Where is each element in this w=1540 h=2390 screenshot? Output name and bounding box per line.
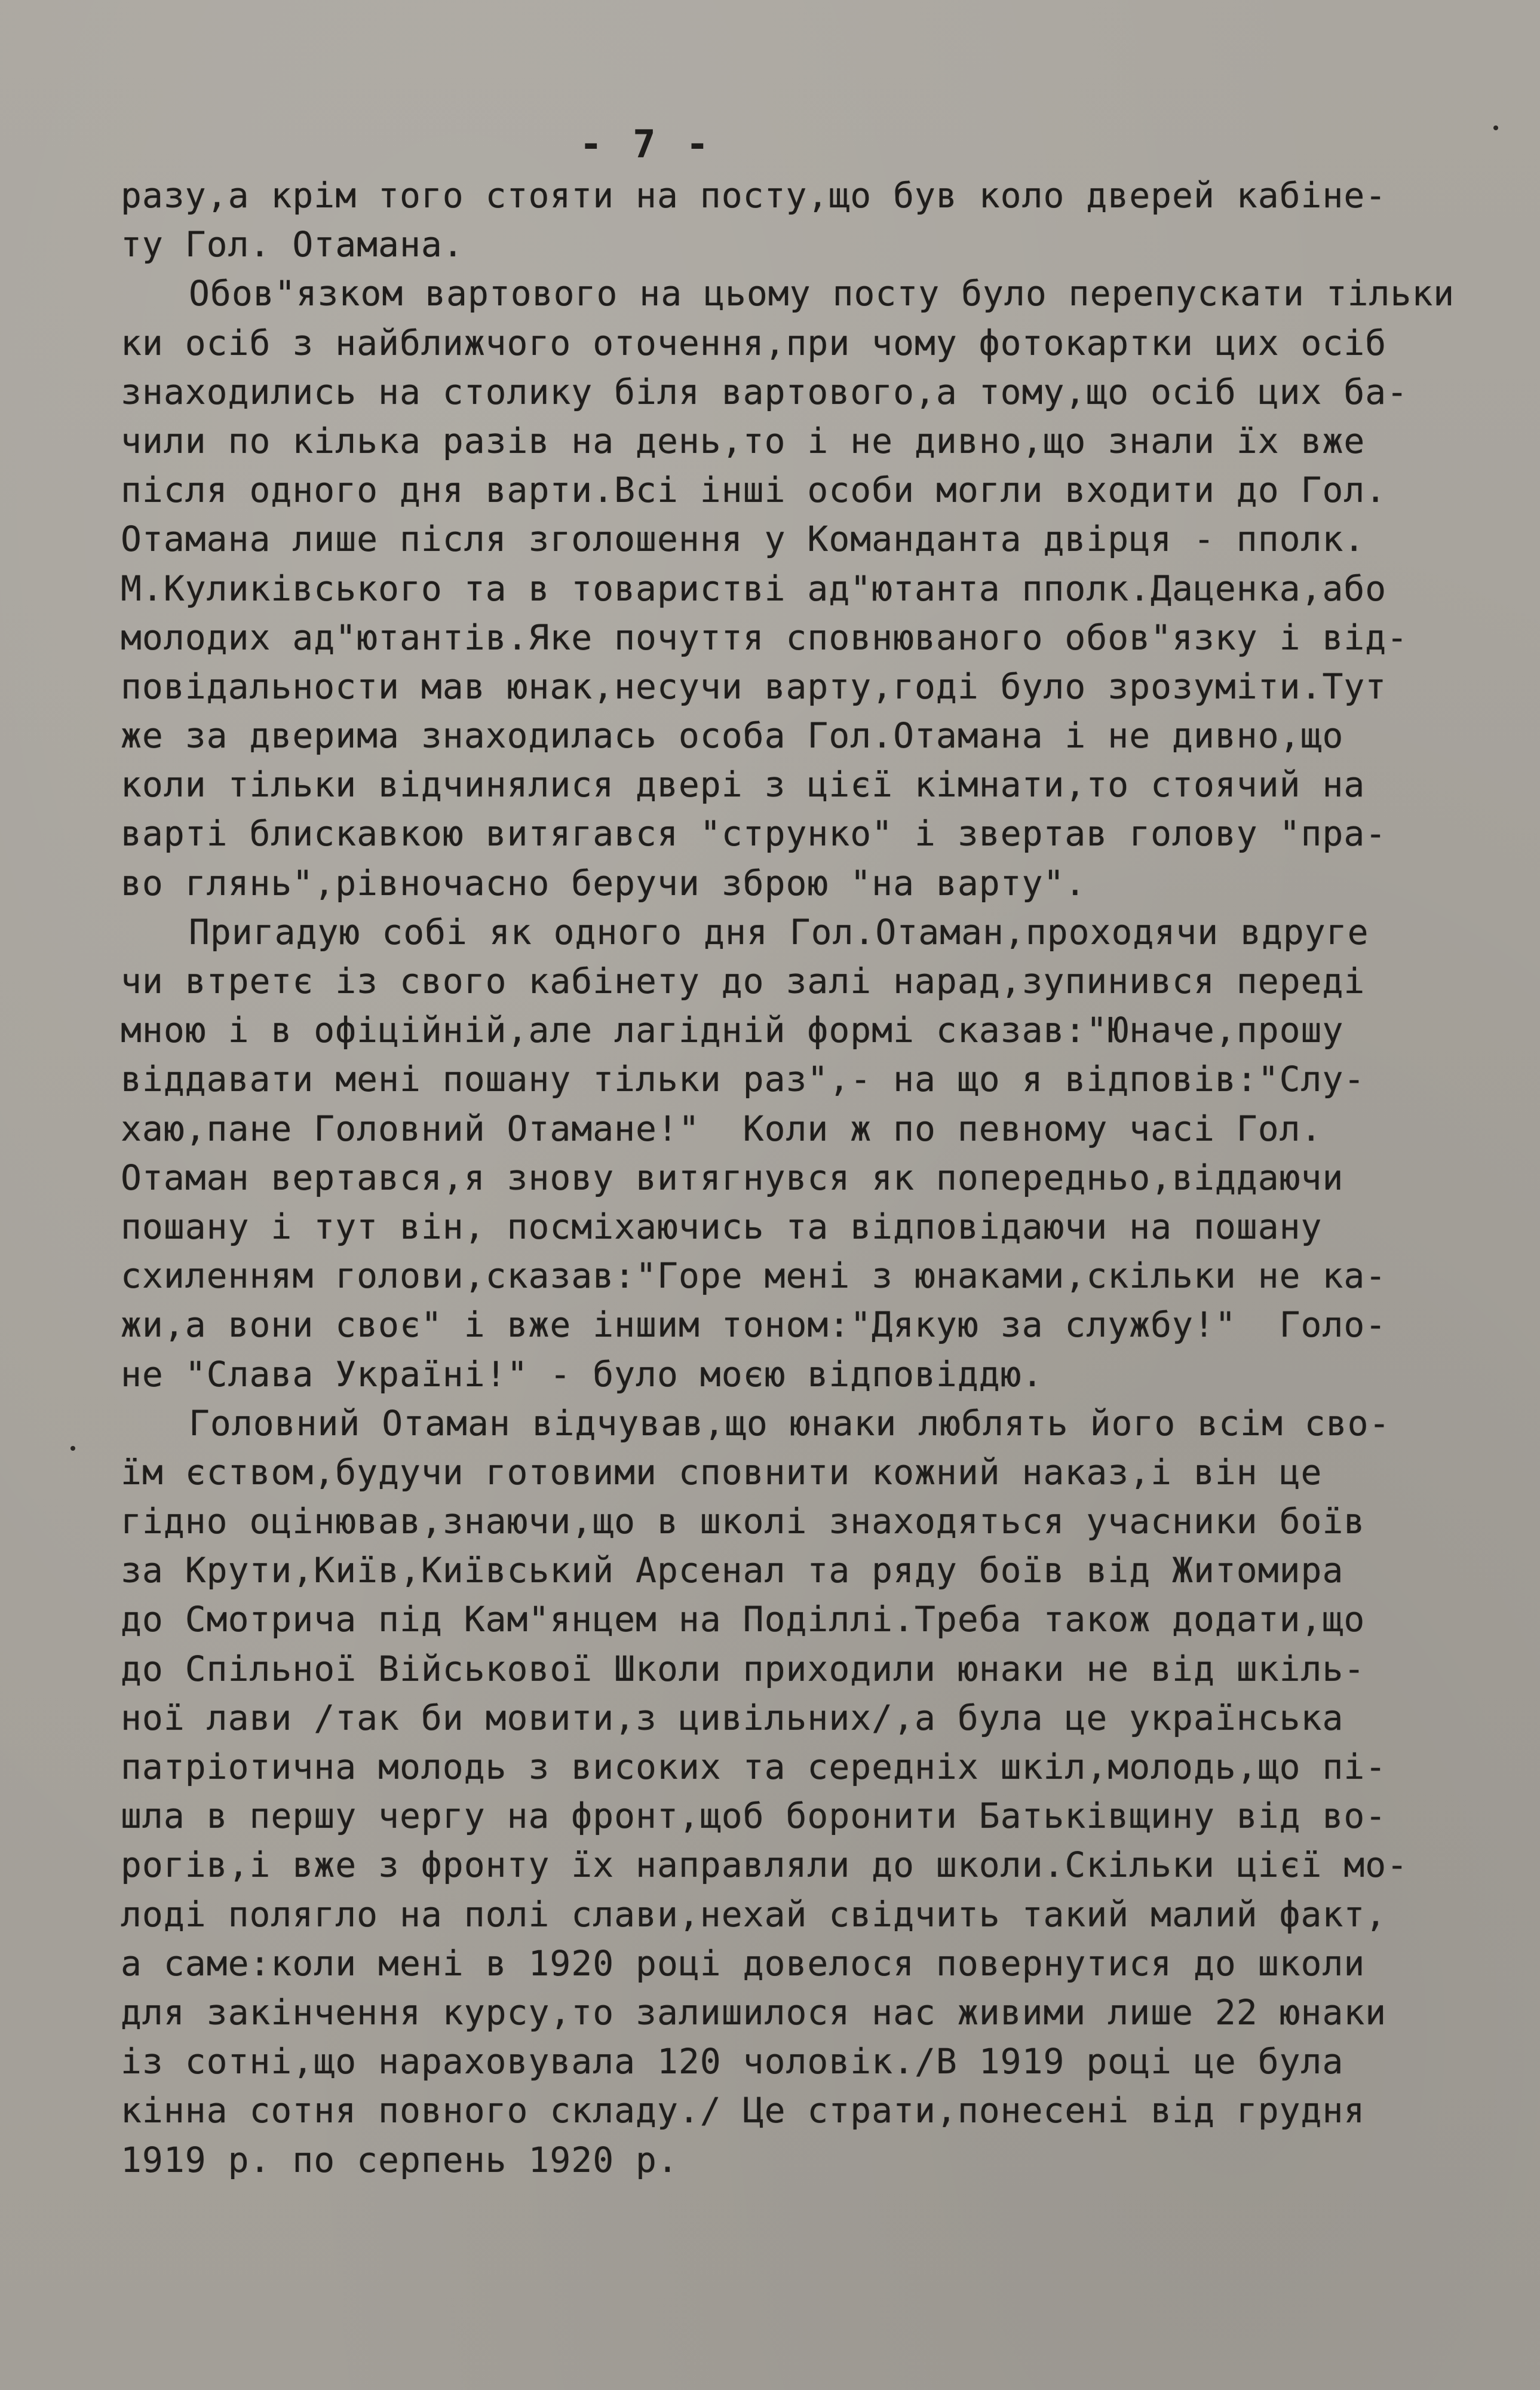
text-line: чи втретє із свого кабінету до залі нарад,зупинився переді — [121, 961, 1366, 1001]
text-line: Пригадую собі як одного дня Гол.Отаман,проходячи вдруге — [189, 911, 1369, 952]
text-line: до Спільної Військової Школи приходили юнаки не від шкіль- — [121, 1648, 1366, 1689]
text-line: кінна сотня повного складу./ Це страти,понесені від грудня — [121, 2090, 1366, 2131]
text-line: Обов"язком вартового на цьому посту було перепускати тільки — [189, 273, 1455, 314]
text-line: із сотні,що нараховувала 120 чоловік./В 1919 році це була — [121, 2041, 1344, 2082]
text-line: шла в першу чергу на фронт,щоб боронити Батьківщину від во- — [121, 1795, 1387, 1837]
text-line: віддавати мені пошану тільки раз",- на що я відповів:"Слу- — [121, 1059, 1366, 1100]
text-line: а саме:коли мені в 1920 році довелося повернутися до школи — [121, 1942, 1366, 1984]
text-line: варті блискавкою витягався "струнко" і звертав голову "пра- — [121, 813, 1387, 854]
text-line: Отаман вертався,я знову витягнувся як попередньо,віддаючи — [121, 1157, 1344, 1198]
text-line: 1919 р. по серпень 1920 р. — [121, 2139, 679, 2180]
page-number: - 7 - — [579, 122, 713, 167]
text-line: для закінчення курсу,то залишилося нас живими лише 22 юнаки — [121, 1991, 1387, 2033]
ink-speck — [1493, 125, 1498, 130]
text-line: во глянь",рівночасно беручи зброю "на варту". — [121, 862, 1087, 903]
text-line: чили по кілька разів на день,то і не дивно,що знали їх вже — [121, 420, 1366, 461]
text-line: Отамана лише після зголошення у Команданта двірця - пполк. — [121, 519, 1366, 560]
text-line: повідальности мав юнак,несучи варту,годі було зрозуміти.Тут — [121, 666, 1387, 707]
text-line: жи,а вони своє" і вже іншим тоном:"Дякую за службу!" Голо- — [121, 1304, 1387, 1346]
text-line: ту Гол. Отамана. — [121, 224, 464, 265]
text-line: Головний Отаман відчував,що юнаки люблять його всім сво- — [189, 1402, 1391, 1444]
text-line: гідно оцінював,знаючи,що в школі знаходяться учасники боїв — [121, 1501, 1366, 1542]
text-line: разу,а крім того стояти на посту,що був коло дверей кабіне- — [121, 175, 1387, 216]
text-line: рогів,і вже з фронту їх направляли до школи.Скільки цієї мо- — [121, 1844, 1409, 1886]
text-line: до Смотрича під Кам"янцем на Поділлі.Треба також додати,що — [121, 1599, 1366, 1640]
text-line: схиленням голови,сказав:"Горе мені з юнаками,скільки не ка- — [121, 1255, 1387, 1297]
text-line: коли тільки відчинялися двері з цієї кімнати,то стоячий на — [121, 764, 1366, 805]
text-line: ної лави /так би мовити,з цивільних/,а була це українська — [121, 1697, 1344, 1738]
text-line: пошану і тут він, посміхаючись та відповідаючи на пошану — [121, 1206, 1323, 1247]
text-line: мною і в офіційній,але лагідній формі сказав:"Юначе,прошу — [121, 1010, 1344, 1051]
text-line: їм єством,будучи готовими сповнити кожний наказ,і він це — [121, 1451, 1323, 1493]
text-line: М.Куликівського та в товаристві ад"ютанта пполк.Даценка,або — [121, 568, 1387, 609]
text-line: хаю,пане Головний Отамане!" Коли ж по певному часі Гол. — [121, 1108, 1323, 1149]
text-line: же за дверима знаходилась особа Гол.Отамана і не дивно,що — [121, 715, 1344, 756]
text-line: не "Слава Україні!" - було моєю відповіддю. — [121, 1353, 1044, 1395]
text-line: знаходились на столику біля вартового,а тому,що осіб цих ба- — [121, 371, 1409, 412]
text-line: молодих ад"ютантів.Яке почуття сповнюваного обов"язку і від- — [121, 617, 1409, 658]
body-text — [121, 171, 1453, 2184]
text-line: ки осіб з найближчого оточення,при чому фотокартки цих осіб — [121, 322, 1387, 363]
text-line: патріотична молодь з високих та середніх шкіл,молодь,що пі- — [121, 1746, 1387, 1787]
text-line: лоді полягло на полі слави,нехай свідчить такий малий факт, — [121, 1893, 1387, 1935]
text-line: після одного дня варти.Всі інші особи могли входити до Гол. — [121, 470, 1387, 511]
ink-speck — [70, 1446, 75, 1451]
text-line: за Крути,Київ,Київський Арсенал та ряду боїв від Житомира — [121, 1550, 1344, 1591]
